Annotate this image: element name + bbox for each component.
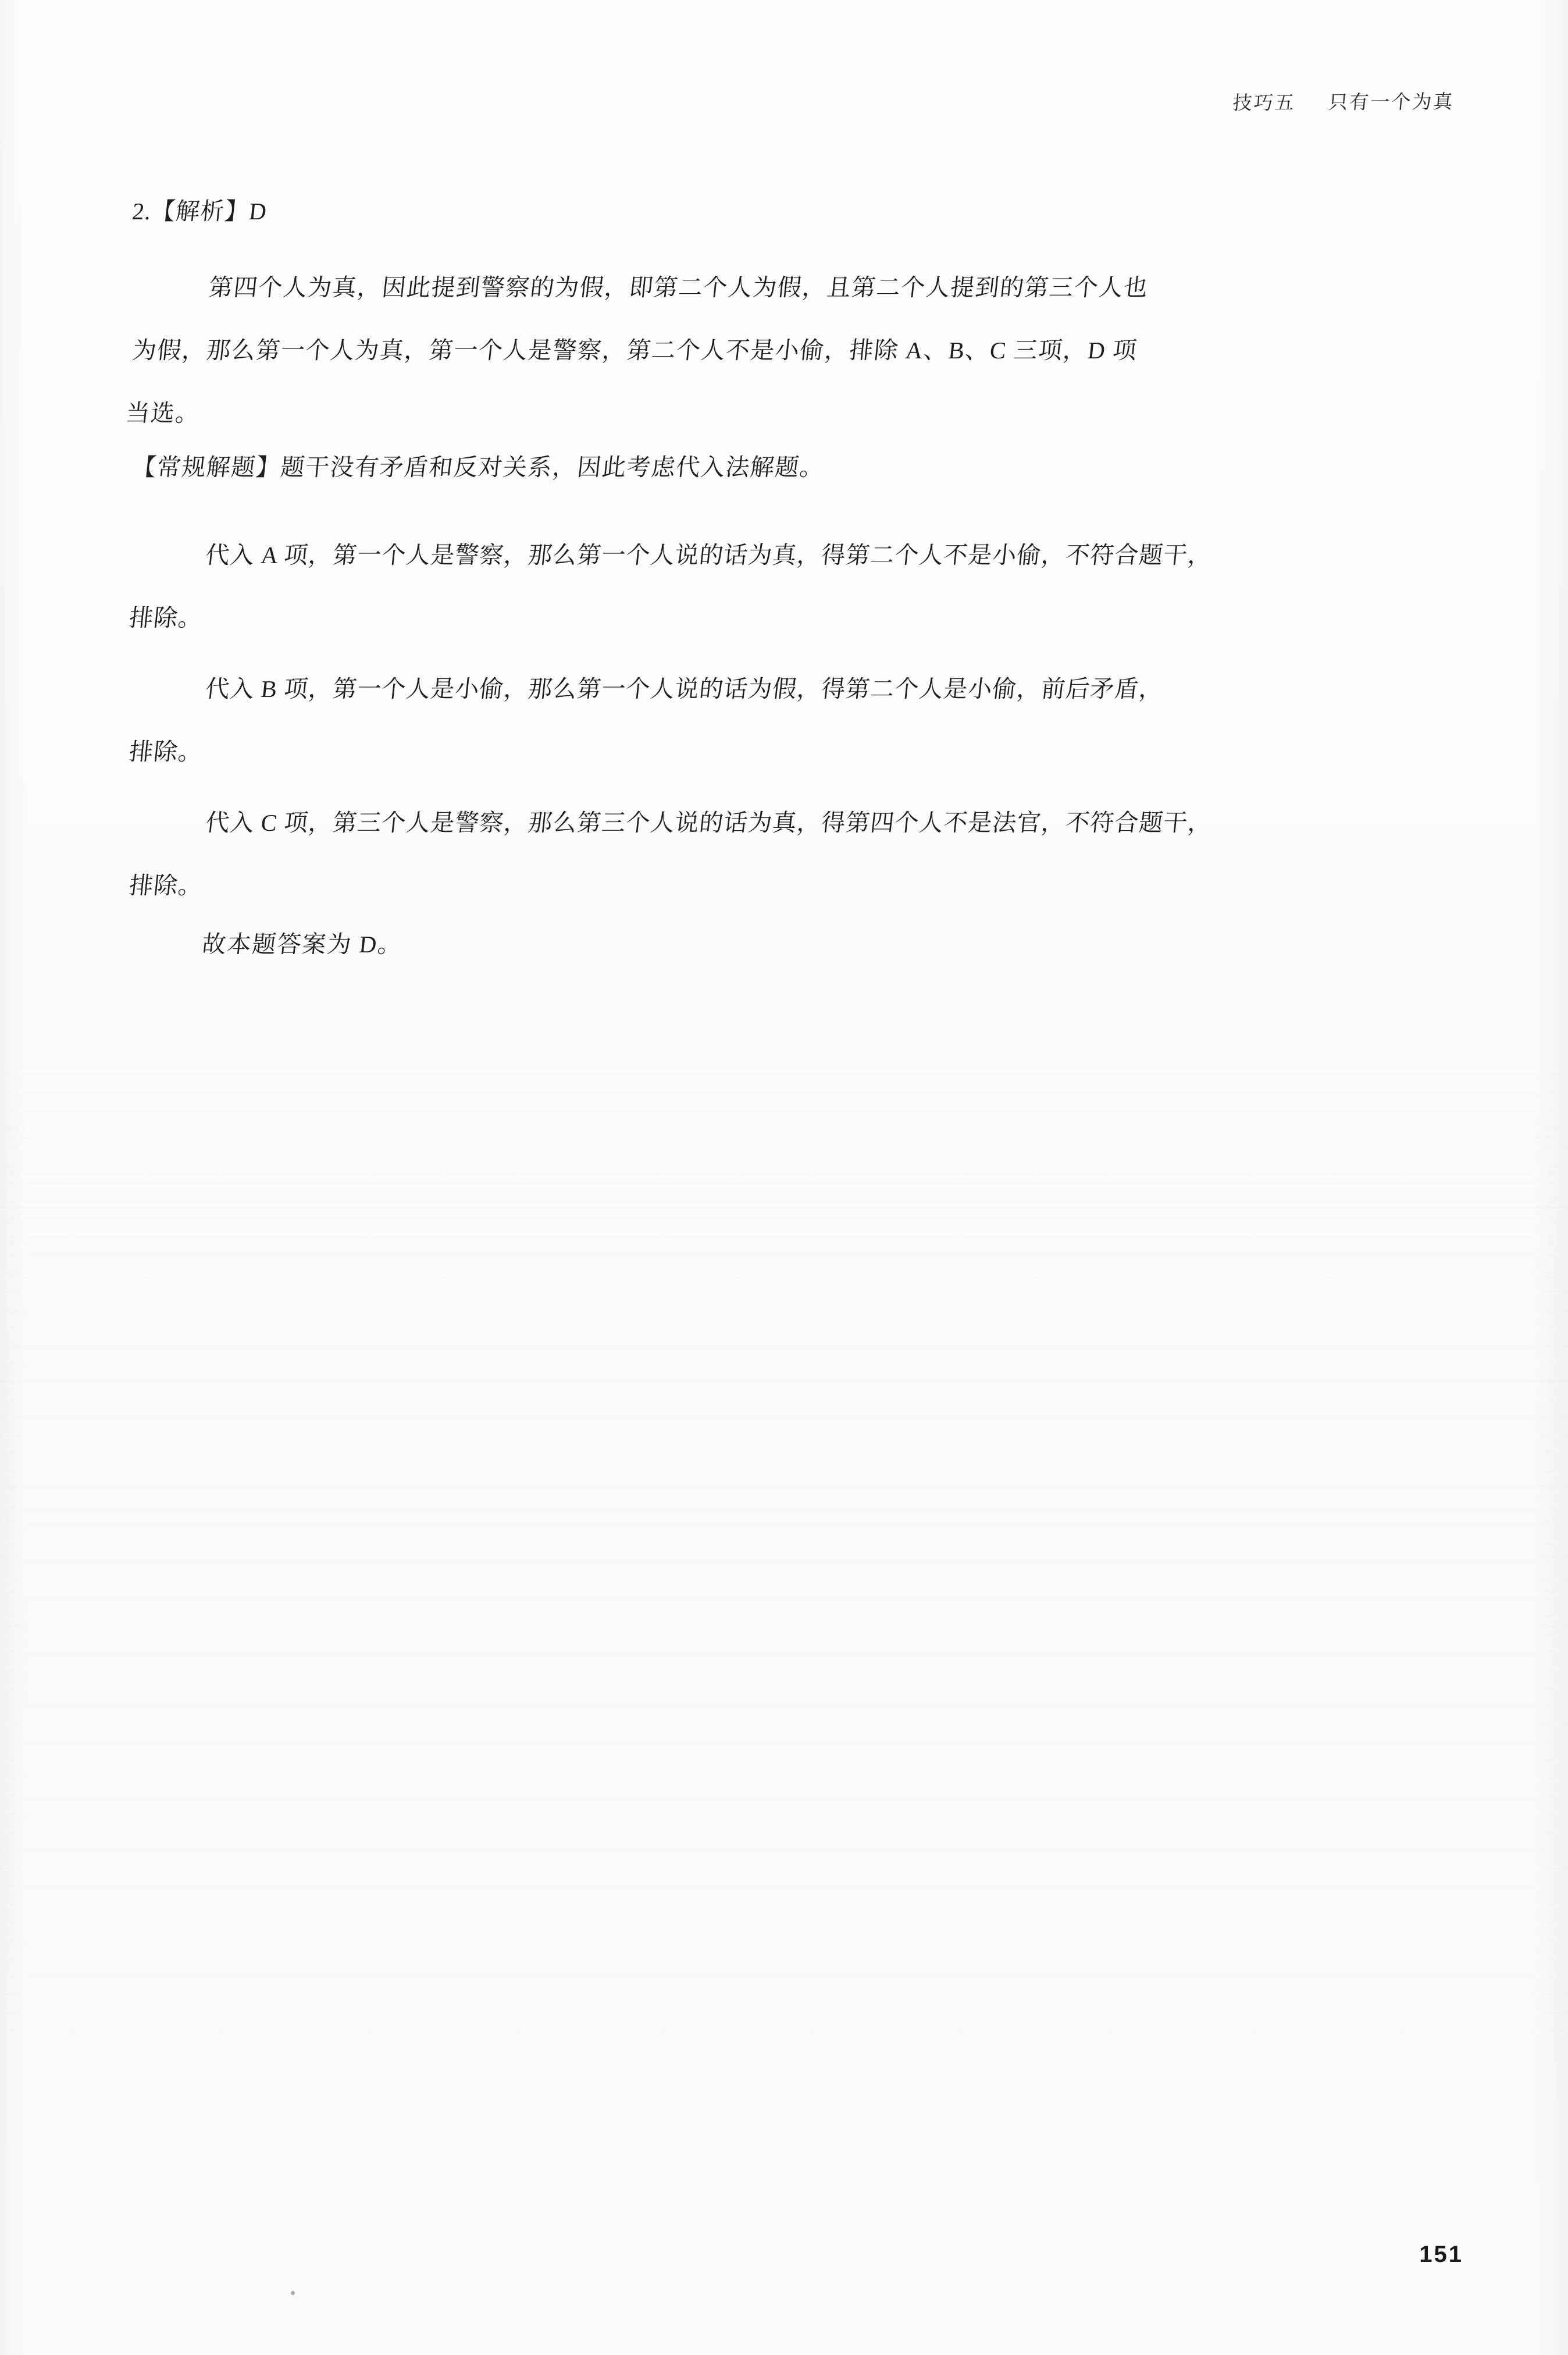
- analysis-line-1: 第四个人为真，因此提到警察的为假，即第二个人为假，且第二个人提到的第三个人也: [207, 274, 1150, 301]
- option-a-paragraph: [126, 524, 1216, 649]
- running-head-chapter: 技巧五: [1231, 93, 1296, 115]
- option-b-line-2: 排除。: [127, 738, 204, 765]
- option-c-line-1: 代入 C 项，第三个人是警察，那么第三个人说的话为真，得第四个人不是法官，不符合题干，: [204, 809, 1214, 836]
- answer-lead: 2.【解析】D: [131, 198, 269, 225]
- scan-speck: [291, 2291, 295, 2295]
- option-b-line-1: 代入 B 项，第一个人是小偷，那么第一个人说的话为假，得第二个人是小偷，前后矛盾，: [204, 675, 1165, 702]
- option-a-line-1: 代入 A 项，第一个人是警察，那么第一个人说的话为真，得第二个人不是小偷，不符合题干，: [204, 542, 1214, 568]
- running-head: [1231, 87, 1455, 115]
- option-c-line-2: 排除。: [127, 872, 204, 899]
- analysis-line-3: 当选。: [124, 400, 202, 426]
- conclusion-line: 故本题答案为 D。: [201, 931, 404, 958]
- analysis-line-2: 为假，那么第一个人为真，第一个人是警察，第二个人不是小偷，排除 A、B、C 三项，D 项: [131, 337, 1139, 364]
- running-head-title: 只有一个为真: [1327, 91, 1455, 114]
- conventional-method-label: 【常规解题】题干没有矛盾和反对关系，因此考虑代入法解题。: [131, 454, 826, 481]
- page-number: 151: [1419, 2242, 1463, 2267]
- analysis-paragraph: [123, 256, 1152, 444]
- option-a-line-2: 排除。: [127, 604, 204, 631]
- option-c-paragraph: [126, 791, 1216, 917]
- option-b-paragraph: [126, 657, 1167, 783]
